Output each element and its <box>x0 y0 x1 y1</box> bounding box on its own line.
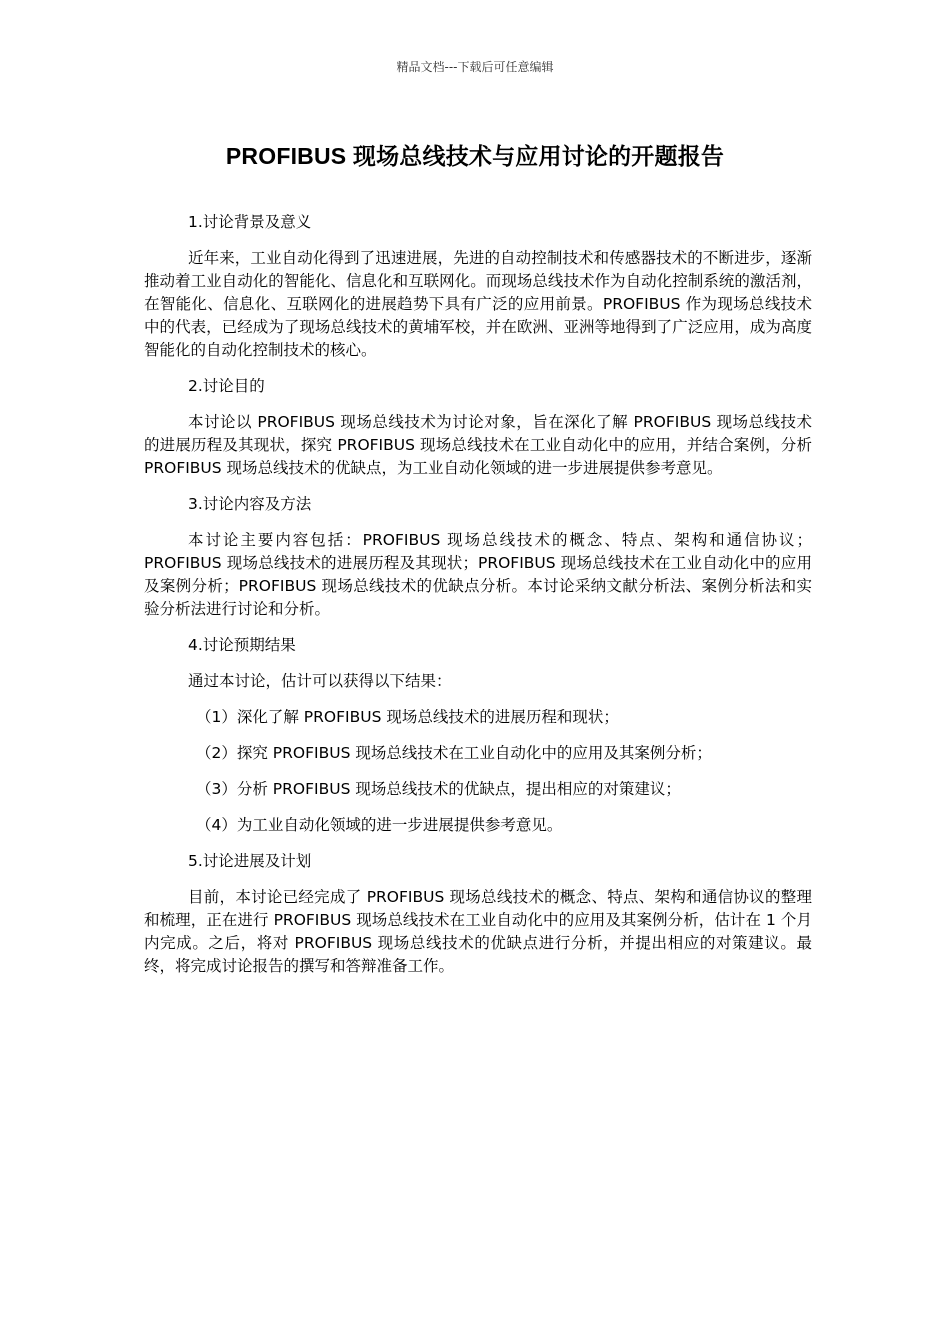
section-paragraph: 近年来，工业自动化得到了迅速进展，先进的自动控制技术和传感器技术的不断进步，逐渐推动着工业自动化的智能化、信息化和互联网化。而现场总线技术作为自动化控制系统的激活剂，在智能化、信息化、互联网化的进展趋势下具有广泛的应用前景。PROFIBUS 作为现场总线技术中的代表，已经成为了现场总线技术的黄埔军校，并在欧洲、亚洲等地得到了广泛应用，成为高度智能化的自动化控制技术的核心。 <box>144 249 812 359</box>
section-paragraph: 本讨论主要内容包括：PROFIBUS 现场总线技术的概念、特点、架构和通信协议；PROFIBUS 现场总线技术的进展历程及其现状；PROFIBUS 现场总线技术在工业自动化中的应用及案例分析；PROFIBUS 现场总线技术的优缺点分析。本讨论采纳文献分析法、案例分析法和实验分析法进行讨论和分析。 <box>144 531 812 618</box>
section-heading: 1.讨论背景及意义 <box>188 213 312 231</box>
section-progress-plan <box>144 850 812 978</box>
list-item: （2）探究 PROFIBUS 现场总线技术在工业自动化中的应用及其案例分析； <box>196 744 712 762</box>
section-heading: 3.讨论内容及方法 <box>188 495 312 513</box>
page-header: 精品文档---下载后可任意编辑 <box>396 60 554 74</box>
section-paragraph: 本讨论以 PROFIBUS 现场总线技术为讨论对象，旨在深化了解 PROFIBUS 现场总线技术的进展历程及其现状，探究 PROFIBUS 现场总线技术在工业自动化中的应用，并结合案例，分析 PROFIBUS 现场总线技术的优缺点，为工业自动化领域的进一步进展提供参考意见。 <box>144 413 812 477</box>
document-body <box>144 211 812 991</box>
section-paragraph: 目前，本讨论已经完成了 PROFIBUS 现场总线技术的概念、特点、架构和通信协议的整理和梳理，正在进行 PROFIBUS 现场总线技术在工业自动化中的应用及其案例分析，估计在 1 个月内完成。之后，将对 PROFIBUS 现场总线技术的优缺点进行分析，并提出相应的对策建议。最终，将完成讨论报告的撰写和答辩准备工作。 <box>144 888 812 975</box>
section-heading: 2.讨论目的 <box>188 377 265 395</box>
section-heading: 4.讨论预期结果 <box>188 636 296 654</box>
section-content-method <box>144 493 812 621</box>
document-title: PROFIBUS 现场总线技术与应用讨论的开题报告 <box>225 143 725 169</box>
section-heading: 5.讨论进展及计划 <box>188 852 312 870</box>
section-background <box>144 211 812 362</box>
list-item: （1）深化了解 PROFIBUS 现场总线技术的进展历程和现状； <box>196 708 619 726</box>
list-item: （3）分析 PROFIBUS 现场总线技术的优缺点，提出相应的对策建议； <box>196 780 681 798</box>
list-item: （4）为工业自动化领域的进一步进展提供参考意见。 <box>196 816 563 834</box>
section-expected-results <box>144 634 812 837</box>
section-purpose <box>144 375 812 480</box>
section-intro: 通过本讨论，估计可以获得以下结果： <box>188 672 452 690</box>
